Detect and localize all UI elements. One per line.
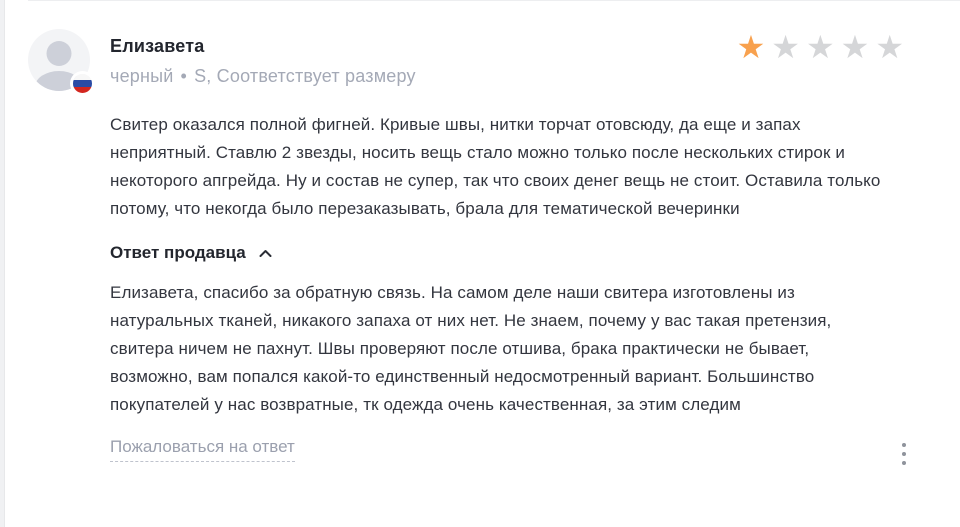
star-empty-icon: ★ bbox=[805, 29, 835, 65]
size-fit-label: S, Соответствует размеру bbox=[194, 65, 416, 86]
review-text: Свитер оказался полной фигней. Кривые швы, нитки торчат отовсюду, да еще и запах неприятный. Ставлю 2 звезды, носить вещь стало можно только после нескольких стирок и некоторого апгрейда. Ну и состав не супер, так что своих денег вещь не стоит. Оставила только потому, что некогда было перезаказывать, брала для тематической вечеринки bbox=[110, 115, 881, 218]
report-reply-link[interactable]: Пожаловаться на ответ bbox=[110, 437, 295, 462]
seller-reply-title: Ответ продавца bbox=[110, 243, 246, 262]
avatar bbox=[28, 29, 90, 91]
star-filled-icon: ★ bbox=[736, 29, 766, 65]
russia-flag-badge bbox=[73, 74, 92, 93]
review-card bbox=[28, 0, 960, 527]
review-footer bbox=[110, 437, 960, 469]
seller-reply-text: Елизавета, спасибо за обратную связь. На самом деле наши свитера изготовлены из натуральных тканей, никакого запаха от них нет. Не знаем, почему у вас такая претензия, свитера ничем не пахнут. Швы проверяют после отшива, брака практически не бывает, возможно, вам попался какой-то единственный недосмотренный вариант. Большинство покупателей у нас возвратные, тк одежда очень качественная, за этим следим bbox=[110, 283, 832, 414]
meta-separator: • bbox=[180, 65, 188, 86]
review-header bbox=[28, 29, 960, 91]
rating-stars bbox=[731, 29, 904, 63]
seller-reply-toggle[interactable] bbox=[110, 243, 272, 263]
star-empty-icon: ★ bbox=[771, 29, 800, 65]
variant-color-label: черный bbox=[110, 65, 174, 86]
star-empty-icon: ★ bbox=[840, 29, 870, 65]
chevron-up-icon bbox=[259, 249, 272, 258]
reviewer-identity bbox=[110, 29, 416, 87]
reviewer-name: Елизавета bbox=[110, 36, 205, 56]
star-empty-icon: ★ bbox=[875, 29, 904, 65]
kebab-menu-icon[interactable] bbox=[896, 439, 912, 469]
page-edge-strip bbox=[0, 0, 5, 527]
review-meta bbox=[110, 66, 416, 87]
